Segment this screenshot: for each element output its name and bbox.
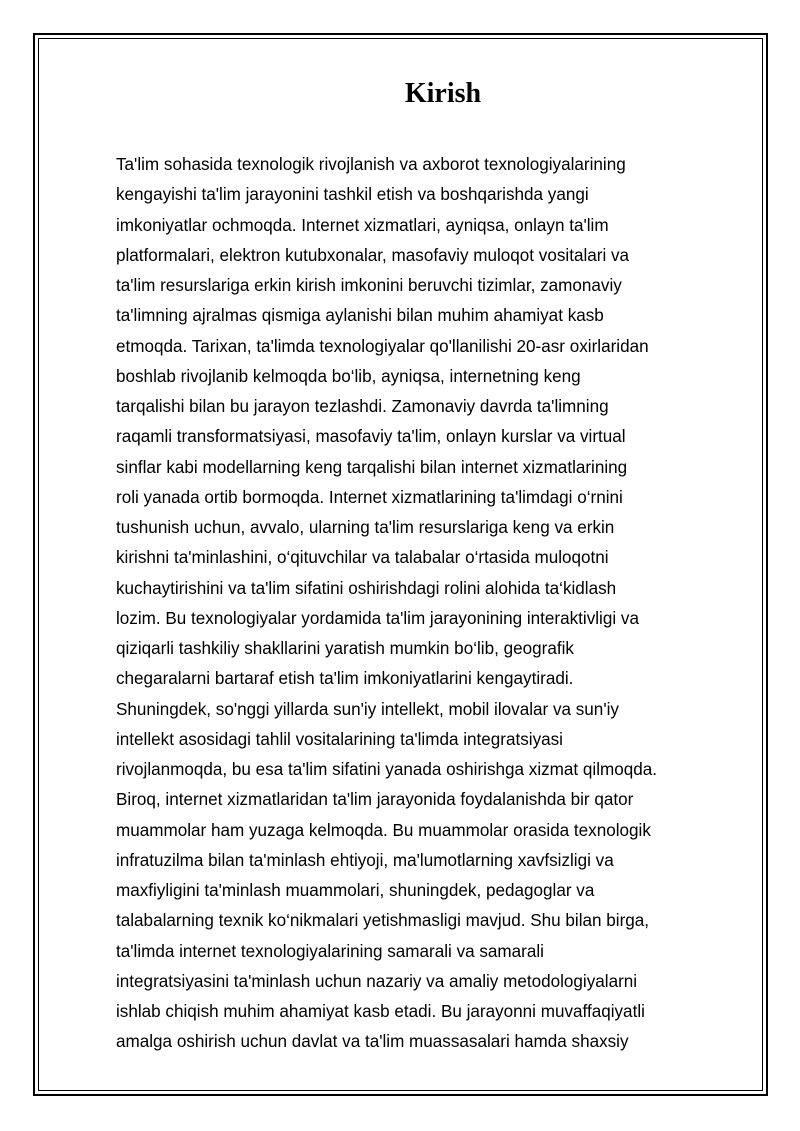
paragraph-line: maxfiyligini ta'minlash muammolari, shuningdek, pedagoglar va bbox=[116, 881, 595, 900]
paragraph-line: ta'limning ajralmas qismiga aylanishi bilan muhim ahamiyat kasb bbox=[116, 306, 604, 326]
paragraph-line: roli yanada ortib bormoqda. Internet xizmatlarining ta'limdagi o‘rnini bbox=[116, 487, 623, 507]
paragraph-line: tushunish uchun, avvalo, ularning ta'lim resurslariga keng va erkin bbox=[116, 518, 615, 537]
paragraph-line: lozim. Bu texnologiyalar yordamida ta'lim jarayonining interaktivligi va bbox=[116, 608, 639, 628]
paragraph-line: intellekt asosidagi tahlil vositalarining ta'limda integratsiyasi bbox=[116, 729, 563, 749]
paragraph-line: chegaralarni bartaraf etish ta'lim imkoniyatlarini kengaytiradi. bbox=[116, 669, 574, 689]
paragraph-line: raqamli transformatsiyasi, masofaviy ta'lim, onlayn kurslar va virtual bbox=[116, 427, 626, 447]
page-title: Kirish bbox=[404, 78, 482, 109]
paragraph-line: platformalari, elektron kutubxonalar, masofaviy muloqot vositalari va bbox=[116, 245, 630, 265]
paragraph-line: imkoniyatlar ochmoqda. Internet xizmatlari, ayniqsa, onlayn ta'lim bbox=[116, 215, 609, 235]
paragraph-line: integratsiyasini ta'minlash uchun nazariy va amaliy metodologiyalarni bbox=[116, 971, 638, 991]
paragraph-line: qiziqarli tashkiliy shakllarini yaratish mumkin bo‘lib, geografik bbox=[116, 639, 574, 658]
paragraph-line: sinflar kabi modellarning keng tarqalishi bilan internet xizmatlarining bbox=[116, 457, 628, 477]
paragraph-line: ta'limda internet texnologiyalarining samarali va samarali bbox=[116, 941, 544, 961]
paragraph-line: amalga oshirish uchun davlat va ta'lim muassasalari hamda shaxsiy bbox=[116, 1032, 629, 1052]
paragraph-line: infratuzilma bilan ta'minlash ehtiyoji, ma'lumotlarning xavfsizligi va bbox=[116, 850, 614, 870]
paragraph-line: Biroq, internet xizmatlaridan ta'lim jarayonida foydalanishda bir qator bbox=[116, 790, 634, 810]
paragraph-line: Shuningdek, so'nggi yillarda sun'iy intellekt, mobil ilovalar va sun'iy bbox=[116, 699, 619, 719]
paragraph-line: tarqalishi bilan bu jarayon tezlashdi. Zamonaviy davrda ta'limning bbox=[116, 397, 609, 416]
paragraph-line: ta'lim resurslariga erkin kirish imkonini beruvchi tizimlar, zamonaviy bbox=[116, 276, 622, 295]
paragraph-line: kirishni ta'minlashini, o‘qituvchilar va talabalar o‘rtasida muloqotni bbox=[116, 548, 609, 568]
paragraph-line: kuchaytirishini va ta'lim sifatini oshirishdagi rolini alohida ta‘kidlash bbox=[116, 578, 617, 598]
paragraph-line: Ta'lim sohasida texnologik rivojlanish va axborot texnologiyalarining bbox=[116, 155, 626, 174]
paragraph-line: rivojlanmoqda, bu esa ta'lim sifatini yanada oshirishga xizmat qilmoqda. bbox=[116, 760, 658, 779]
paragraph-line: kengayishi ta'lim jarayonini tashkil etish va boshqarishda yangi bbox=[116, 185, 589, 205]
paragraph-line: muammolar ham yuzaga kelmoqda. Bu muammolar orasida texnologik bbox=[116, 820, 651, 840]
paragraph-line: ishlab chiqish muhim ahamiyat kasb etadi. Bu jarayonni muvaffaqiyatli bbox=[116, 1002, 645, 1021]
paragraph-line: talabalarning texnik ko‘nikmalari yetishmasligi mavjud. Shu bilan birga, bbox=[116, 911, 650, 931]
body-paragraph bbox=[116, 150, 746, 1058]
paragraph-line: etmoqda. Tarixan, ta'limda texnologiyalar qo'llanilishi 20-asr oxirlaridan bbox=[116, 336, 649, 356]
paragraph-line: boshlab rivojlanib kelmoqda bo‘lib, ayniqsa, internetning keng bbox=[116, 366, 581, 386]
